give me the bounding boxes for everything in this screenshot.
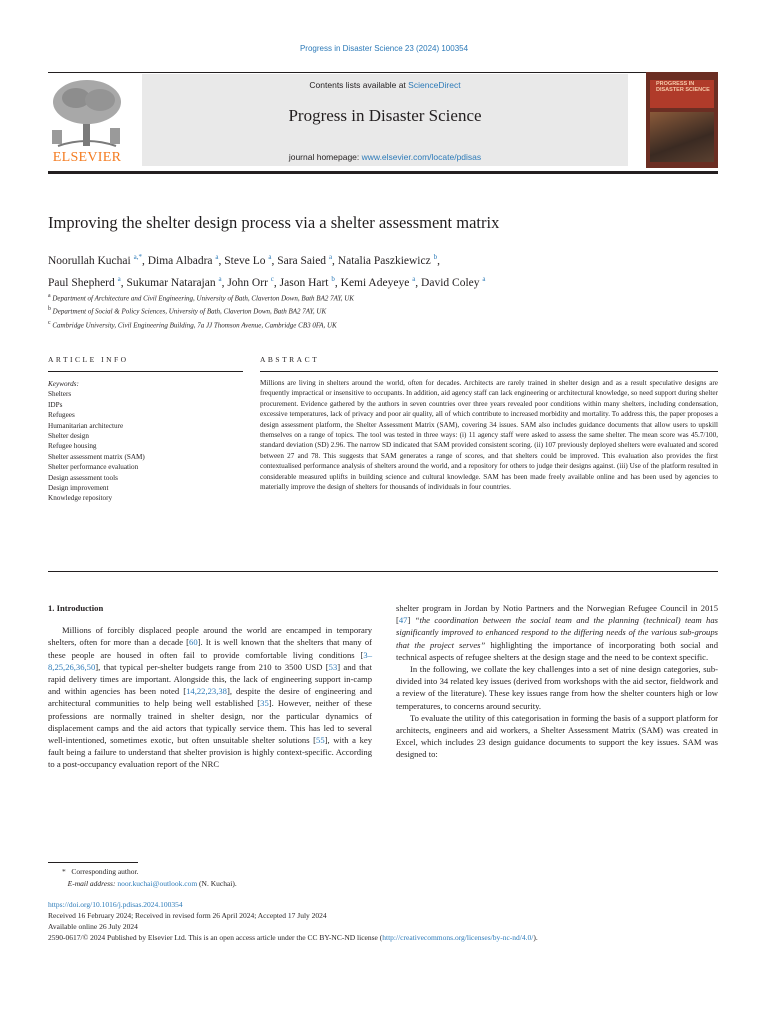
abstract-rule xyxy=(260,371,718,372)
keywords-block xyxy=(48,379,248,504)
abstract-text: Millions are living in shelters around the world, often for decades. Architects are rarely trained in shelter design and as a result speculative designs are frequently impractical or insensitive to occupants. In addition, aid agency staff can lack engineering or architectural knowledge, so need support during shelter procurement. Evidence gathered by the authors in seven countries over three years revealed poor conditions within many shelters, including condensation, excessive temperatures, lack of privacy and poor air quality, all of which contribute to increased morbidity and mortality. To address this, the paper proposes a design assessment platform, the Shelter Assessment Matrix (SAM), covering 34 issues. SAM also includes guidance documents that allow users to upskill themselves on a range of topics. The tool was tested in three ways: (i) 11 agency staff were asked to assess the same shelter. The mean score was 45.7/100, standard deviation (SD) 2.96. The narrow SD indicated that SAM provided consistent scoring. (ii) 107 previously deployed shelters were evaluated and scored between 27 and 78. This suggests that SAM generates a range of scores, and that shelters could be improved. This evaluation also provides the first contextualised performance analysis of shelters around the world, and a repository for others to judge their designs against. (iii) Use of the platform resulted in considerable measured uplifts in building science and cultural knowledge. SAM has been made freely available online and has been used by agencies to materially improve the design of shelters for thousands of individuals in four countries. xyxy=(260,379,718,492)
elsevier-wordmark: ELSEVIER xyxy=(52,150,122,165)
quotation: “the coordination between the social team and the planning (technical) team has significantly improved to enhanced respond to the differing needs of the various sub-groups that the project serves” xyxy=(396,615,718,650)
keyword-item: Shelter performance evaluation xyxy=(48,463,139,472)
author-affiliation-marker[interactable]: a xyxy=(412,274,416,283)
body-column-right xyxy=(396,602,718,761)
footnotes xyxy=(48,866,718,890)
abstract-end-rule xyxy=(48,571,718,572)
journal-title: Progress in Disaster Science xyxy=(288,106,482,125)
email-suffix: (N. Kuchai). xyxy=(197,879,237,888)
keywords-list xyxy=(48,389,248,503)
author-list: Noorullah Kuchai $^{a,*}$, Dima Albadra $^a$, Steve Lo $^a$, Sara Saied $^a$, Natalia Paszkiewicz $^b$, Paul Shepherd $^a$, Sukumar Natarajan $^a$, John Orr $^c$, Jason Hart $^b$, Kemi Adeyeye $^a$, David Coley $^a$ xyxy=(48,253,486,289)
article-info-rule xyxy=(48,371,243,372)
body-column-left xyxy=(48,602,372,771)
author-name: Kemi Adeyeye xyxy=(340,276,410,289)
cover-photo xyxy=(650,112,714,162)
author-affiliation-marker[interactable]: a xyxy=(482,274,486,283)
corresponding-text: Corresponding author. xyxy=(71,867,139,876)
author-affiliation-marker[interactable]: a,* xyxy=(133,253,142,261)
affiliation-text: Department of Architecture and Civil Engineering, University of Bath, Claverton Down, Bath BA2 7AY, UK xyxy=(52,294,354,303)
contents-line xyxy=(142,80,628,90)
author-name: Paul Shepherd xyxy=(48,276,115,289)
abstract-heading: ABSTRACT xyxy=(260,355,320,364)
author-name: Steve Lo xyxy=(224,254,266,267)
journal-homepage-link[interactable]: www.elsevier.com/locate/pdisas xyxy=(361,152,482,162)
footnote-rule xyxy=(48,862,138,863)
citation-link[interactable]: 53 xyxy=(328,661,338,672)
bibliographic-info xyxy=(48,899,748,943)
affiliation-marker: a xyxy=(48,293,51,299)
license-link[interactable]: http://creativecommons.org/licenses/by-nc-nd/4.0/ xyxy=(382,933,534,942)
affiliation-item xyxy=(48,318,718,331)
author-name: Natalia Paszkiewicz xyxy=(337,254,431,267)
body-text: highlighting the importance of incorporating both social and technical aspects of refugee shelters at the design stage and the need to be context specific. xyxy=(396,639,718,662)
author-name: Jason Hart xyxy=(279,276,329,289)
citation-link[interactable]: 60 xyxy=(189,637,198,648)
keyword-item: IDPs xyxy=(48,400,63,409)
keyword-item: Shelters xyxy=(48,390,72,399)
citation-link[interactable]: 47 xyxy=(398,615,408,626)
article-info-heading: ARTICLE INFO xyxy=(48,355,129,364)
author-email-link[interactable]: noor.kuchai@outlook.com xyxy=(117,879,198,888)
keyword-item: Shelter design xyxy=(48,432,89,441)
author-affiliation-marker[interactable]: a xyxy=(215,253,219,261)
available-online: Available online 26 July 2024 xyxy=(48,922,138,931)
intro-paragraph-1 xyxy=(48,624,372,770)
author-name: Dima Albadra xyxy=(147,254,213,267)
email-note xyxy=(48,878,718,890)
homepage-prefix: journal homepage: xyxy=(288,152,362,162)
homepage-line xyxy=(142,152,628,162)
author-name: Sukumar Natarajan xyxy=(126,276,216,289)
corresponding-author-note xyxy=(48,866,718,878)
section-heading-introduction: 1. Introduction xyxy=(48,603,104,613)
body-text: ] xyxy=(407,615,415,626)
intro-paragraph-2: In the following, we collate the key challenges into a set of nine design categories, sub-divided into 34 related key issues (derived from workshops with the aid sector, fieldwork and a review of the literature). These key issues range from how the shelter counters high or low temperatures, to concerns around security. xyxy=(396,664,718,711)
keyword-item: Humanitarian architecture xyxy=(48,421,124,430)
affiliation-item xyxy=(48,304,718,317)
elsevier-tree-logo-icon xyxy=(48,78,126,150)
email-label: E-mail address: xyxy=(67,879,116,888)
author-name: Noorullah Kuchai xyxy=(48,254,131,267)
affiliations xyxy=(48,291,718,331)
keyword-item: Knowledge repository xyxy=(48,494,113,503)
license-suffix: ). xyxy=(533,933,538,942)
author-name: John Orr xyxy=(227,276,268,289)
intro-paragraph-3: To evaluate the utility of this categorisation in forming the basis of a support platform for architects, engineers and aid workers, a Shelter Assessment Matrix (SAM) was created in Excel, which includes 23 design guidance documents to support the key issues. SAM was designed to: xyxy=(396,712,718,760)
affiliation-text: Department of Social & Policy Sciences, University of Bath, Claverton Down, Bath BA2 7AY, UK xyxy=(52,307,327,316)
affiliation-marker: b xyxy=(48,306,51,313)
license-line xyxy=(48,932,748,943)
received-dates: Received 16 February 2024; Received in revised form 26 April 2024; Accepted 17 July 2024 xyxy=(48,911,327,920)
journal-cover-image xyxy=(646,72,718,168)
affiliation-text: Cambridge University, Civil Engineering Building, 7a JJ Thomson Avenue, Cambridge CB3 0FA, UK xyxy=(52,320,337,329)
keyword-item: Shelter assessment matrix (SAM) xyxy=(48,452,145,461)
body-text: Millions of forcibly displaced people around the world are encamped in temporary shelters, often for more than a decade [ xyxy=(48,625,372,648)
author-affiliation-marker[interactable]: c xyxy=(270,274,274,283)
corresponding-marker: * xyxy=(62,867,66,876)
author-affiliation-marker[interactable]: a xyxy=(117,274,121,283)
doi-link[interactable]: https://doi.org/10.1016/j.pdisas.2024.100354 xyxy=(48,900,183,909)
body-text: ]. However, neither of these professions are normally trained in shelter design, nor the particular dynamics of displacement camps and the aid actors that typically service them. This has led to several well-intentioned, sometimes exotic, but often unsuitable shelter solutions [ xyxy=(48,698,372,746)
header-top-rule xyxy=(48,72,718,73)
body-text: ], with a key fault being a failure to understand that shelter provision is highly context-specific. According to a post-occupancy evaluation report of the NRC xyxy=(48,735,372,770)
citation-link[interactable]: 55 xyxy=(316,735,325,746)
body-text: ], that typical per-shelter budgets range from 210 to 3500 USD [ xyxy=(95,661,329,672)
body-text: ]. It is well known that the shelters that many of these people are housed in often fail to provide comfortable living conditions [ xyxy=(48,637,372,660)
running-head-link[interactable]: Progress in Disaster Science 23 (2024) 100354 xyxy=(299,44,469,53)
affiliation-marker: c xyxy=(48,319,51,326)
article-title: Improving the shelter design process via a shelter assessment matrix xyxy=(48,213,500,232)
body-text: ], despite the desire of engineering and architectural communities to help being well established [ xyxy=(48,686,372,709)
author-name: Sara Saied xyxy=(277,254,327,267)
citation-link[interactable]: 3–8,25,26,36,50 xyxy=(48,649,372,672)
intro-paragraph-1-continued xyxy=(396,602,718,663)
author-affiliation-marker[interactable]: a xyxy=(268,253,272,261)
citation-link[interactable]: 14,22,23,38 xyxy=(186,686,227,697)
keywords-title: Keywords: xyxy=(48,380,79,388)
running-head[interactable] xyxy=(0,44,768,53)
keyword-item: Design assessment tools xyxy=(48,473,118,482)
keyword-item: Design improvement xyxy=(48,484,109,493)
citation-link[interactable]: 35 xyxy=(260,698,269,709)
sciencedirect-link[interactable]: ScienceDirect xyxy=(408,80,461,90)
keyword-item: Refugees xyxy=(48,411,75,420)
cover-title: PROGRESS IN DISASTER SCIENCE xyxy=(656,81,710,93)
contents-prefix: Contents lists available at xyxy=(309,80,409,90)
author-affiliation-marker[interactable]: b xyxy=(331,274,335,283)
author-affiliation-marker[interactable]: a xyxy=(218,274,222,283)
body-text: ] and that rapid delivery times are important. Alongside this, the lack of engineering support in-camp and within agencies has been noted [ xyxy=(48,661,372,697)
header-bottom-rule xyxy=(48,171,718,174)
author-affiliation-marker[interactable]: a xyxy=(328,253,333,261)
keyword-item: Refugee housing xyxy=(48,442,97,451)
author-affiliation-marker[interactable]: b xyxy=(433,253,438,261)
license-prefix: 2590-0617/© 2024 Published by Elsevier Ltd. This is an open access article under the CC BY-NC-ND license ( xyxy=(48,933,383,942)
author-name: David Coley xyxy=(421,276,480,289)
body-text: shelter program in Jordan by Notio Partners and the Norwegian Refugee Council in 2015 [ xyxy=(396,603,718,626)
affiliation-item xyxy=(48,291,718,304)
